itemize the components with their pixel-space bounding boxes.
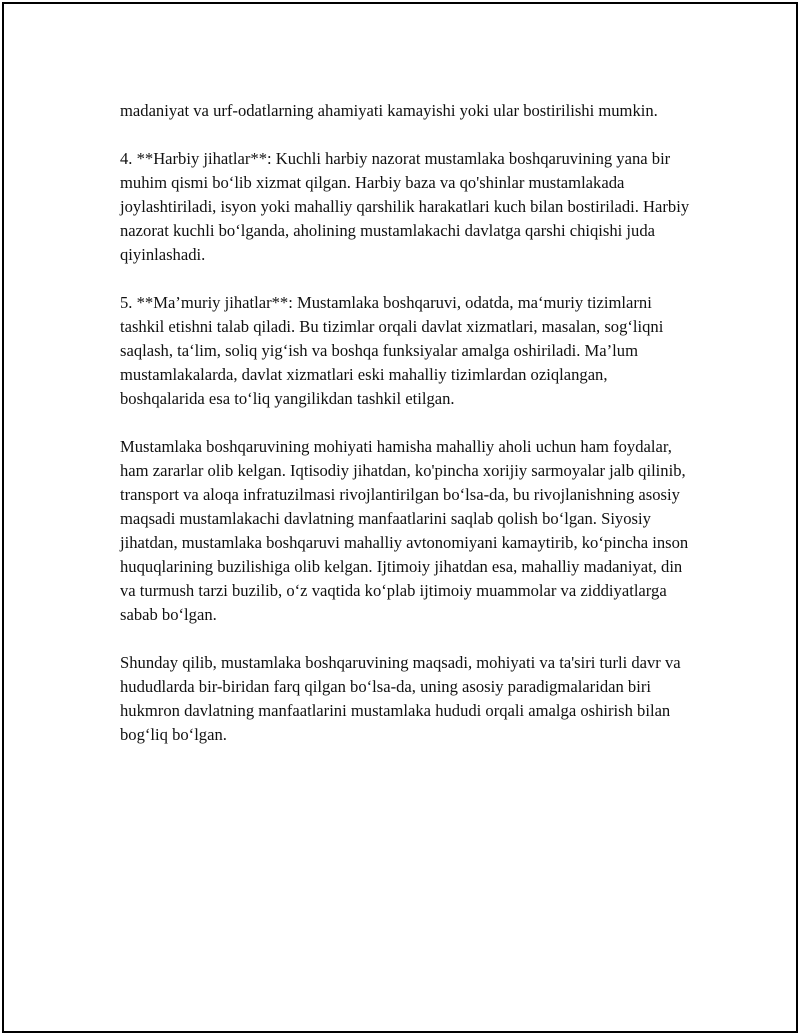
paragraph-essence-of-colonial-rule: Mustamlaka boshqaruvining mohiyati hamisha mahalliy aholi uchun ham foydalar, ham zararlar olib kelgan. Iqtisodiy jihatdan, ko'pincha xorijiy sarmoyalar jalb qilinib, transport va aloqa infratuzilmasi rivojlantirilgan bo‘lsa-da, bu rivojlanishning asosiy maqsadi mustamlakachi davlatning manfaatlarini saqlab qolish bo‘lgan. Siyosiy jihatdan, mustamlaka boshqaruvi mahalliy avtonomiyani kamaytirib, ko‘pincha inson huquqlarining buzilishiga olib kelgan. Ijtimoiy jihatdan esa, mahalliy madaniyat, din va turmush tarzi buzilib, o‘z vaqtida ko‘plab ijtimoiy muammolar va ziddiyatlarga sabab bo‘lgan. bbox=[120, 437, 689, 624]
paragraph-cultural-continuation: madaniyat va urf-odatlarning ahamiyati kamayishi yoki ular bostirilishi mumkin. bbox=[120, 101, 658, 120]
paragraph-conclusion: Shunday qilib, mustamlaka boshqaruvining maqsadi, mohiyati va ta'siri turli davr va hududlarda bir-biridan farq qilgan bo‘lsa-da, uning asosiy paradigmalaridan biri hukmron davlatning manfaatlarini mustamlaka hududi orqali amalga oshirish bilan bog‘liq bo‘lgan. bbox=[120, 653, 681, 744]
paragraph-administrative-aspects: 5. **Ma’muriy jihatlar**: Mustamlaka boshqaruvi, odatda, ma‘muriy tizimlarni tashkil etishni talab qiladi. Bu tizimlar orqali davlat xizmatlari, masalan, sog‘liqni saqlash, ta‘lim, soliq yig‘ish va boshqa funksiyalar amalga oshiriladi. Ma’lum mustamlakalarda, davlat xizmatlari eski mahalliy tizimlardan oziqlangan, boshqalarida esa to‘liq yangilikdan tashkil etilgan. bbox=[120, 293, 664, 408]
document-body bbox=[120, 99, 695, 771]
page-frame bbox=[2, 2, 798, 1033]
paragraph-military-aspects: 4. **Harbiy jihatlar**: Kuchli harbiy nazorat mustamlaka boshqaruvining yana bir muhim qismi bo‘lib xizmat qilgan. Harbiy baza va qo'shinlar mustamlakada joylashtiriladi, isyon yoki mahalliy qarshilik harakatlari kuch bilan bostiriladi. Harbiy nazorat kuchli bo‘lganda, aholining mustamlakachi davlatga qarshi chiqishi juda qiyinlashadi. bbox=[120, 149, 690, 264]
